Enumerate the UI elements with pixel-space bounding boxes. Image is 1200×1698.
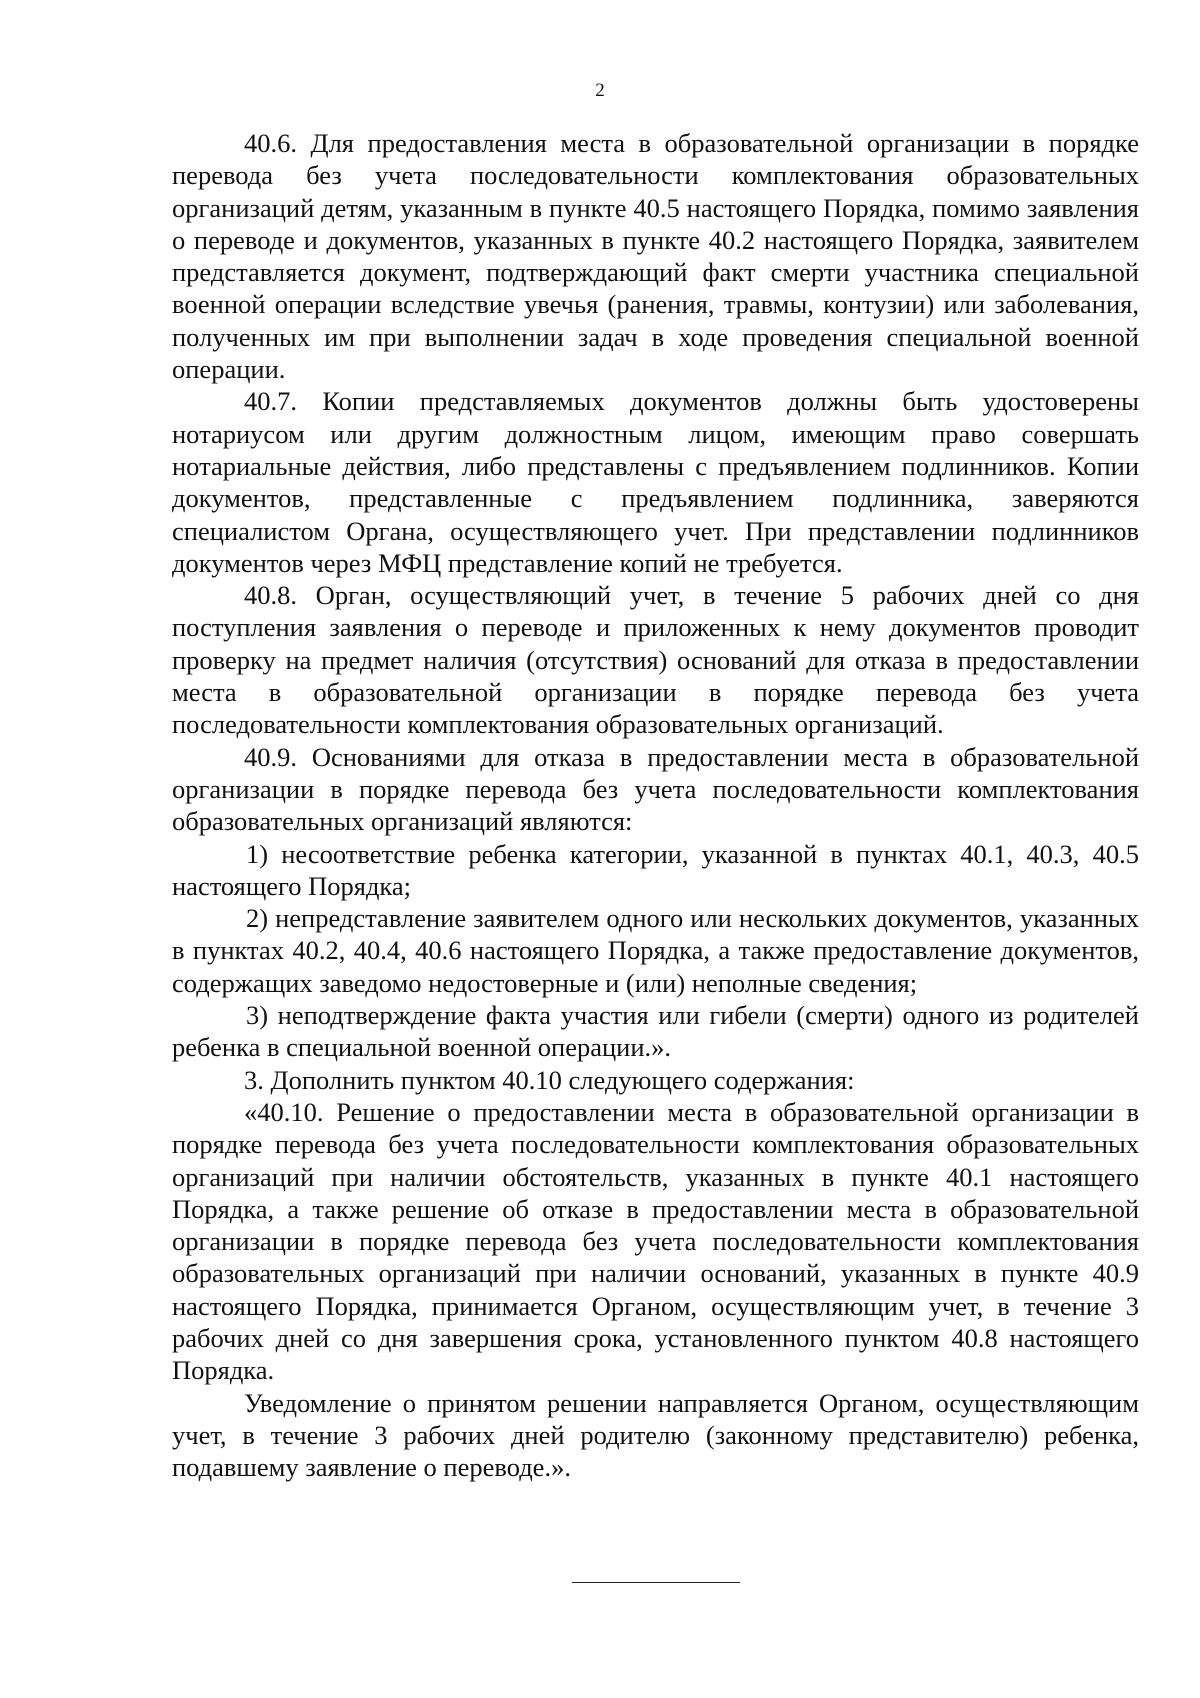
amendment-item-3: 3. Дополнить пунктом 40.10 следующего содержания:	[244, 1064, 855, 1095]
list-item-1: 1) несоответствие ребенка категории, указанной в пунктах 40.1, 40.3, 40.5 настоящего Порядка;	[172, 838, 1139, 901]
list-item-2: 2) непредставление заявителем одного или нескольких документов, указанных в пунктах 40.2, 40.4, 40.6 настоящего Порядка, а также предоставление документов, содержащих заведомо недостоверные и (или) неполные сведения;	[172, 903, 1139, 998]
paragraph-40-8: 40.8. Орган, осуществляющий учет, в течение 5 рабочих дней со дня поступления заявления о переводе и приложенных к нему документов проводит проверку на предмет наличия (отсутствия) оснований для отказа в предоставлении места в образовательной организации в порядке перевода без учета последовательности комплектования образовательных организаций.	[172, 580, 1139, 740]
paragraph-40-7: 40.7. Копии представляемых документов должны быть удостоверены нотариусом или другим должностным лицом, имеющим право совершать нотариальные действия, либо представлены с предъявлением подлинников. Копии документов, представленные с предъявлением подлинника, заверяются специалистом Органа, осуществляющего учет. При представлении подлинников документов через МФЦ представление копий не требуется.	[172, 386, 1139, 578]
list-item-3: 3) неподтверждение факта участия или гибели (смерти) одного из родителей ребенка в специальной военной операции.».	[172, 1000, 1139, 1063]
paragraph-40-9: 40.9. Основаниями для отказа в предоставлении места в образовательной организации в порядке перевода без учета последовательности комплектования образовательных организаций являются:	[172, 741, 1139, 837]
paragraph-40-10: «40.10. Решение о предоставлении места в образовательной организации в порядке перевода без учета последовательности комплектования образовательных организаций при наличии обстоятельств, указанных в пункте 40.1 настоящего Порядка, а также решение об отказе в предоставлении места в образовательной организации в порядке перевода без учета последовательности комплектования образовательных организаций при наличии оснований, указанных в пункте 40.9 настоящего Порядка, принимается Органом, осуществляющим учет, в течение 3 рабочих дней со дня завершения срока, установленного пунктом 40.8 настоящего Порядка.	[172, 1096, 1139, 1386]
document-body	[172, 127, 1139, 1483]
page-number: 2	[595, 80, 605, 101]
paragraph-40-6: 40.6. Для предоставления места в образовательной организации в порядке перевода без учета последовательности комплектования образовательных организаций детям, указанным в пункте 40.5 настоящего Порядка, помимо заявления о переводе и документов, указанных в пункте 40.2 настоящего Порядка, заявителем представляется документ, подтверждающий факт смерти участника специальной военной операции вследствие увечья (ранения, травмы, контузии) или заболевания, полученных им при выполнении задач в ходе проведения специальной военной операции.	[172, 128, 1139, 385]
end-divider-line	[572, 1582, 740, 1583]
paragraph-notification: Уведомление о принятом решении направляется Органом, осуществляющим учет, в течение 3 рабочих дней родителю (законному представителю) ребенка, подавшему заявление о переводе.».	[172, 1387, 1139, 1483]
